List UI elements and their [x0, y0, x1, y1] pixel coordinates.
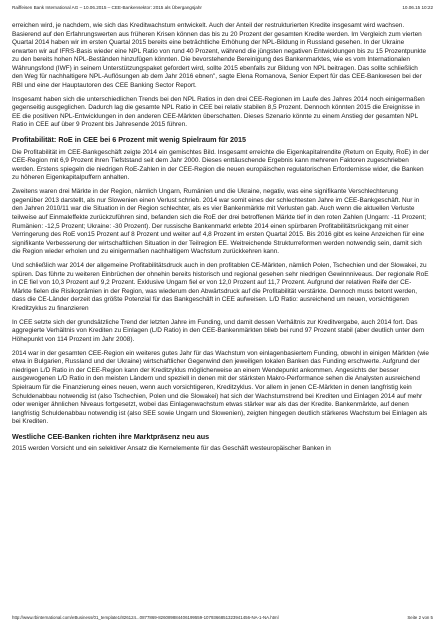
- paragraph-funding-trend: In CEE setzte sich der grundsätzliche Trend der letzten Jahre im Funding, und damit dessen Verhältnis zur Kreditvergabe, auch 2014 fort. Das aggregierte Verhältnis von Krediten zu Einlagen (L/D Ratio) in den CEE-Bankenmärkten blieb bei rund 97 Prozent stabil (aber deutlich unter dem Höhepunkt von 114 Prozent im Jahr 2008).: [12, 318, 425, 343]
- paragraph-roe-overview: Die Profitabilität im CEE-Bankgeschäft zeigte 2014 ein gemischtes Bild. Insgesamt erreichte die Eigenkapitalrendite (Return on Equity, RoE) in der CEE-Region mit 6,9 Prozent ihren Tiefststand seit dem Jahr 2000. Dieses enttäuschende Ergebnis kann mehreren Faktoren zugeschrieben werden. Erstens spiegeln die niedrigen RoE-Zahlen in der CEE-Region die neuen europäischen regulatorischen Erfordernisse wider, die Banken zu höheren Eigenkapitalpuffern anhalten.: [12, 148, 429, 182]
- paragraph-deposit-growth: 2014 war in der gesamten CEE-Region ein weiteres gutes Jahr für das Wachstum von einlagenbasiertem Funding, obwohl in einigen Märkten (wie etwa in Bulgarien, Russland und der Ukraine) wirtschaftlicher Gegenwind den jeweiligen lokalen Banken das Funding erschwerte. Aufgrund der niedrigen L/D Ratio in der CEE-Region kann der Kreditzyklus möglicherweise an einem Wendepunkt ankommen. Angesichts der besser ausgewogenen L/D Ratio in den meisten Ländern und speziell in denen mit der stärksten Makro-Performance sehen die Analysten ausreichend Spielraum für die Finanzierung eines neuen, wenn auch vorsichtigeren, Kreditzyklus. Vor allem in jenen CE-Märkten in denen langfristig kein Schuldenabbau notwendig ist (also Tschechien, Polen und die Slowakei) hat sich der Wachstumstrend bei Krediten und Einlagen 2014 auf mehr oder weniger ähnlichen Niveaus fortgesetzt, wobei das Einlagenwachstum etwas stärker war als das der Kredite. Bankenmärkte, auf denen langfristig Schuldenabbau notwendig ist (also SEE sowie Ungarn und Slowenien), zeigten hingegen deutlich stärkeres Wachstum bei Einlagen als bei Krediten.: [12, 349, 429, 426]
- paragraph-npl-trends: Insgesamt haben sich die unterschiedlichen Trends bei den NPL Ratios in den drei CEE-Regionen im Laufe des Jahres 2014 noch einigermaßen gegenseitig ausgeglichen. Dadurch lag die gesamte NPL Ratio in CEE bei relativ stabilen 8,5 Prozent. Dennoch könnten 2015 die Ereignisse in EE die positiven NPL-Entwicklungen in den anderen CEE-Märkten überschatten. Dieses Szenario könnte zu einem Anstieg der gesamten NPL Ratio in CEE auf über 9 Prozent bis Jahresende 2015 führen.: [12, 95, 425, 129]
- header-title: Raiffeisen Bank International AG – 10.06.2015 – CEE-Bankensektor: 2015 als Übergangsjahr: [12, 5, 202, 10]
- paragraph-npl-outlook: erreichen wird, je nachdem, wie sich das Kreditwachstum entwickelt. Auch der Anteil der restrukturierten Kredite insgesamt wird wachsen. Basierend auf den Erfahrungswerten aus früheren Krisen können das bis zu 20 Prozent der gesamten Kredite werden. Im Vergleich zum vierten Quartal 2014 haben wir im ersten Quartal 2015 bereits eine beträchtliche Erhöhung der NPL-Bildung in Russland gesehen. In der Ukraine erwarten wir auf IFRS-Basis wieder eine NPL Ratio von rund 40 Prozent, während die jüngsten negativen Entwicklungen bis zu 15 Prozentpunkte zu den bereits hohen NPL-Beständen hinzufügen könnten. Die bevorstehende Bereinigung des Bankenmarktes, wie es vom Internationalen Währungsfond (IWF) in seinem Unterstützungspaket gefordert wird, sollte 2015 ebenfalls zur Bildung von NPL beitragen. Das sollte schließlich den Weg für nachhaltigere NPL-Auflösungen ab dem Jahr 2016 ebnen", sagte Elena Romanova, Senior Expert für das CEE-Bankwesen bei der RBI und eine der Hauptautoren des CEE Banking Sector Report.: [12, 22, 427, 89]
- paragraph-loss-markets: Zweitens waren drei Märkte in der Region, nämlich Ungarn, Rumänien und die Ukraine, negativ, was eine signifikante Verschlechterung gegenüber 2013 darstellt, als nur Slowenien einen Verlust schrieb. 2014 war somit eines der schlechtesten Jahre im CEE-Bankgeschäft. Nur in den Jahren 2010/11 war die Situation in der Region schlechter, als es vier Bankenmärkte mit Verlusten gab. Auch wenn die aktuellen Verluste teilweise auf Einmaleffekte zurückzuführen sind, befanden sich die RoE der drei betroffenen Märkte tief in den roten Zahlen (Ungarn: -11 Prozent; Rumänien: -12,5 Prozent; Ukraine: -30 Prozent). Der russische Bankenmarkt erlebte 2014 einen spürbaren Profitabilitätsrückgang mit einer Verringerung des RoE von15 Prozent auf 8 Prozent und weiter auf 4,8 Prozent im ersten Quartal 2015. Bis 2016 gibt es keine Anzeichen für eine signifikante Verbesserung der wirtschaftlichen Situation in der Teilregion EE. Weitreichende Strukturreformen werden notwendig sein, damit sich die Region wieder erholen und zu einigermaßen nachhaltigem Wachstum zurückkehren kann.: [12, 188, 427, 256]
- page-footer: [12, 615, 433, 620]
- paragraph-western-banks: 2015 werden Vorsicht und ein selektiver Ansatz die Kernelemente für das Geschäft westeuropäischer Banken in: [12, 445, 331, 453]
- article-body: [12, 22, 430, 459]
- paragraph-ce-profitability: Und schließlich war 2014 der allgemeine Profitabilitätsdruck auch in den profitablen CE-Märkten, nämlich Polen, Tschechien und der Slowakei, zu spüren. Das führte zu weiteren Einbrüchen der ohnehin bereits historisch und regional gesehen sehr niedrigen Gewinnniveaus. Der regionale RoE in CE fiel von 10,3 Prozent auf 9,2 Prozent. Exklusive Ungarn fiel er von 12,0 Prozent auf 11,7 Prozent. Aufgrund der relativen Reife der CE-Märkte fielen die Risikoprämien in der Region, was wiederum den Abwärtsdruck auf die Profitabilität verstärkte. Dennoch muss betont werden, dass die CE-Länder derzeit das größte Potenzial für das Bankgeschäft in CEE aufweisen. L/D Ratio: ausreichend um neuen, vorsichtigeren Kreditzyklus zu finanzieren: [12, 262, 429, 312]
- header-timestamp: 10.06.15 10:22: [402, 5, 433, 10]
- footer-url: http://www.rbinternational.com/eBusiness/01_template1/826124...0877869-826089884406199559-1079366851323941456-NA-1-NA.html: [12, 615, 279, 620]
- footer-page-number: Seite 2 von 5: [407, 615, 433, 620]
- heading-western-banks: Westliche CEE-Banken richten ihre Marktpräsenz neu aus: [12, 432, 210, 442]
- page-header: [12, 5, 433, 11]
- heading-profitability: Profitabilität: RoE in CEE bei 6 Prozent mit wenig Spielraum für 2015: [12, 135, 247, 145]
